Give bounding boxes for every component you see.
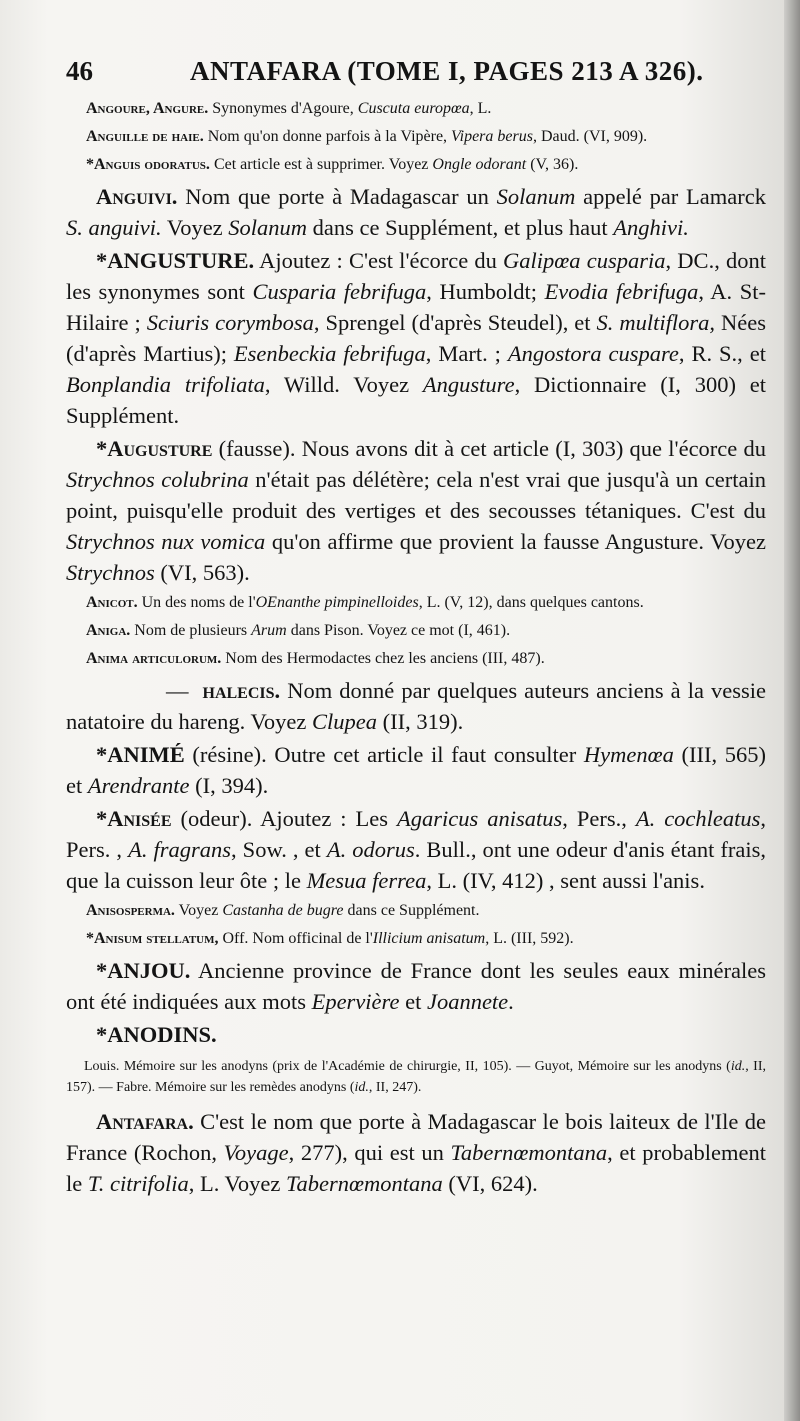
italic-term: Castanha de bugre	[222, 902, 344, 919]
entry-text: (odeur). Ajoutez : Les	[180, 806, 397, 831]
entry-text: appelé par Lamarck	[575, 184, 767, 209]
italic-term: Cusparia febrifuga	[252, 279, 427, 304]
entry-text: , Sow. , et	[231, 837, 327, 862]
running-title: ANTAFARA (TOME I, PAGES 213 A 326).	[190, 56, 704, 86]
page-number: 46	[66, 56, 93, 86]
entry-text: , et probablement le	[66, 1140, 766, 1196]
italic-term: Solanum	[228, 215, 308, 240]
dictionary-entry	[66, 739, 766, 801]
dictionary-entry	[66, 245, 766, 431]
italic-term: Joannete	[426, 989, 509, 1014]
entry-text: , L. (III, 592).	[485, 930, 574, 947]
italic-term: Mesua ferrea	[306, 868, 427, 893]
entry-text: , DC., dont les synonymes sont	[66, 248, 766, 304]
entry-headword: Anicot.	[86, 594, 138, 611]
italic-term: Arendrante	[87, 773, 190, 798]
entry-text: , Mart. ;	[425, 341, 508, 366]
entry-headword: *Augusture	[96, 436, 213, 461]
entry-text: , II, 247).	[368, 1080, 422, 1095]
dictionary-entry	[66, 591, 766, 615]
entry-text: Nom que porte à Madagascar un	[185, 184, 497, 209]
entry-text: qu'on affirme que provient la fausse Angusture. Voyez	[265, 529, 766, 554]
entry-text: (VI, 563).	[154, 560, 250, 585]
entry-text: Nom de plusieurs	[134, 622, 252, 639]
entry-text: , L. (V, 12), dans quelques cantons.	[418, 594, 644, 611]
entry-headword: halecis.	[202, 678, 281, 703]
dictionary-entry	[66, 1019, 766, 1050]
dictionary-entry	[66, 927, 766, 951]
italic-term: Tabernœmontana	[450, 1140, 608, 1165]
entry-text: (VI, 624).	[442, 1171, 538, 1196]
italic-term: Angusture	[422, 372, 515, 397]
page-header	[66, 52, 776, 90]
page-edge	[784, 0, 800, 1421]
italic-term: Solanum	[496, 184, 576, 209]
entry-text: Ancienne province de France dont les seules eaux minérales ont été indiquées aux mots	[66, 958, 767, 1014]
entry-headword: Anima articulorum.	[86, 650, 222, 667]
entry-headword: *ANGUSTURE.	[96, 248, 255, 273]
bibliography-note	[66, 1056, 766, 1098]
entry-text: .	[508, 989, 514, 1014]
entry-text: Cet article est à supprimer. Voyez	[213, 156, 433, 173]
dictionary-entry	[66, 181, 766, 243]
entry-text: , Daud. (VI, 909).	[532, 128, 648, 145]
italic-term: Strychnos nux vomica	[66, 529, 266, 554]
entry-text: dans Pison. Voyez ce mot (I, 461).	[286, 622, 511, 639]
dictionary-entry	[66, 97, 766, 121]
entry-headword: *ANJOU.	[96, 958, 191, 983]
italic-term: Cuscuta europœa	[357, 100, 470, 117]
entry-text: Nom donné par quelques auteurs anciens à la vessie natatoire du hareng. Voyez	[66, 678, 766, 734]
entry-text: Nées (d'après Martius);	[66, 310, 766, 366]
dictionary-entry	[66, 899, 766, 923]
entry-text: , Sprengel (d'après Steudel), et	[313, 310, 597, 335]
dictionary-entry	[66, 433, 766, 588]
entry-text: (fausse). Nous avons dit à cet article (I, 303) que l'écorce du	[218, 436, 767, 461]
dictionary-entry	[66, 1106, 766, 1199]
entry-text: n'était pas délétère; cela n'est vrai que jusqu'à un certain point, puisqu'elle produit des vertiges et des secousses tétaniques. C'est du	[66, 467, 766, 523]
entry-text: (III, 565) et	[66, 742, 767, 798]
italic-term: OEnanthe pimpinelloides	[255, 594, 419, 611]
dictionary-entries	[66, 94, 766, 1201]
entry-text: , R. S., et	[678, 341, 766, 366]
entry-text: (V, 36).	[526, 156, 579, 173]
italic-term: T. citrifolia	[87, 1171, 189, 1196]
entry-text: Voyez	[178, 902, 223, 919]
entry-text: Louis. Mémoire sur les anodyns (prix de l'Académie de chirurgie, II, 105). — Guyot, Mémoire sur les anodyns (	[84, 1059, 731, 1074]
dictionary-entry	[66, 619, 766, 643]
italic-term: id.	[354, 1080, 369, 1095]
italic-term: Esenbeckia febrifuga	[233, 341, 426, 366]
entry-headword: Angoure, Angure.	[86, 100, 209, 117]
italic-term: S. multiflora,	[596, 310, 716, 335]
italic-term: Vipera berus	[451, 128, 533, 145]
entry-text: , Pers. ,	[66, 806, 767, 862]
italic-term: A. odorus	[326, 837, 415, 862]
entry-text: C'est le nom que porte à Madagascar le bois laiteux de l'Ile de France (Rochon,	[66, 1109, 767, 1165]
italic-term: Bonplandia trifoliata	[66, 372, 265, 397]
italic-term: Galipœa cusparia	[503, 248, 666, 273]
entry-text: Nom qu'on donne parfois à la Vipère,	[207, 128, 452, 145]
entry-text: Ajoutez : C'est l'écorce du	[259, 248, 504, 273]
entry-headword: Anguivi.	[96, 184, 178, 209]
italic-term: S. anguivi.	[66, 215, 162, 240]
italic-term: Sciuris corymbosa	[146, 310, 314, 335]
italic-term: Angostora cuspare	[507, 341, 679, 366]
entry-text: dans ce Supplément, et plus haut	[307, 215, 614, 240]
entry-text: , Dictionnaire (I, 300) et Supplément.	[66, 372, 766, 428]
italic-term: Voyage	[223, 1140, 289, 1165]
italic-term: A. cochleatus	[635, 806, 761, 831]
entry-text: (résine). Outre cet article il faut consulter	[192, 742, 584, 767]
italic-term: Illicium anisatum	[372, 930, 486, 947]
entry-headword: *ANIMÉ	[96, 742, 185, 767]
entry-headword: *Anguis odoratus.	[86, 156, 210, 173]
entry-text: , A. St-Hilaire ;	[66, 279, 766, 335]
entry-text: (II, 319).	[376, 709, 464, 734]
italic-term: Ongle odorant	[432, 156, 527, 173]
entry-text: dans ce Supplément.	[343, 902, 480, 919]
ditto-dash: —	[166, 678, 189, 703]
entry-text: . Bull., ont une odeur d'anis étant frais, que la cuisson leur ôte ; le	[66, 837, 767, 893]
italic-term: Anghivi.	[613, 215, 689, 240]
entry-text: , L.	[469, 100, 492, 117]
italic-term: Strychnos colubrina	[66, 467, 249, 492]
italic-term: Clupea	[311, 709, 377, 734]
entry-text: , L. Voyez	[188, 1171, 287, 1196]
italic-term: Epervière	[311, 989, 400, 1014]
italic-term: A. fragrans	[128, 837, 232, 862]
dictionary-entry	[66, 803, 766, 896]
dictionary-entry	[66, 647, 766, 671]
entry-text: , II, 157). — Fabre. Mémoire sur les remèdes anodyns (	[66, 1059, 766, 1095]
entry-headword: Anguille de haie.	[86, 128, 204, 145]
entry-text: , Willd. Voyez	[264, 372, 423, 397]
entry-text: et	[399, 989, 427, 1014]
entry-headword: Aniga.	[86, 622, 131, 639]
dictionary-entry	[66, 125, 766, 149]
entry-headword: *Anisée	[96, 806, 172, 831]
italic-term: Arum	[251, 622, 287, 639]
entry-text: , Humboldt;	[426, 279, 545, 304]
entry-headword: *Anisum stellatum,	[86, 930, 219, 947]
italic-term: Tabernœmontana	[286, 1171, 443, 1196]
entry-text: (I, 394).	[189, 773, 269, 798]
entry-text: Un des noms de l'	[141, 594, 256, 611]
entry-headword: Anisosperma.	[86, 902, 175, 919]
entry-text: Voyez	[161, 215, 229, 240]
italic-term: Agaricus anisatus	[397, 806, 563, 831]
italic-term: Hymenœa	[583, 742, 674, 767]
entry-text: Nom des Hermodactes chez les anciens (III, 487).	[225, 650, 545, 667]
italic-term: id.	[730, 1059, 746, 1074]
entry-headword: Antafara.	[96, 1109, 194, 1134]
entry-text: , L. (IV, 412) , sent aussi l'anis.	[426, 868, 705, 893]
dictionary-entry	[66, 153, 766, 177]
entry-text: Synonymes d'Agoure,	[212, 100, 358, 117]
italic-term: Evodia febrifuga	[544, 279, 699, 304]
dictionary-entry	[66, 955, 766, 1017]
entry-text: , Pers.,	[562, 806, 636, 831]
entry-headword: *ANODINS.	[96, 1022, 217, 1047]
entry-text: , 277), qui est un	[288, 1140, 451, 1165]
italic-term: Strychnos	[66, 560, 155, 585]
dictionary-entry	[66, 675, 766, 737]
entry-text: Off. Nom officinal de l'	[222, 930, 373, 947]
